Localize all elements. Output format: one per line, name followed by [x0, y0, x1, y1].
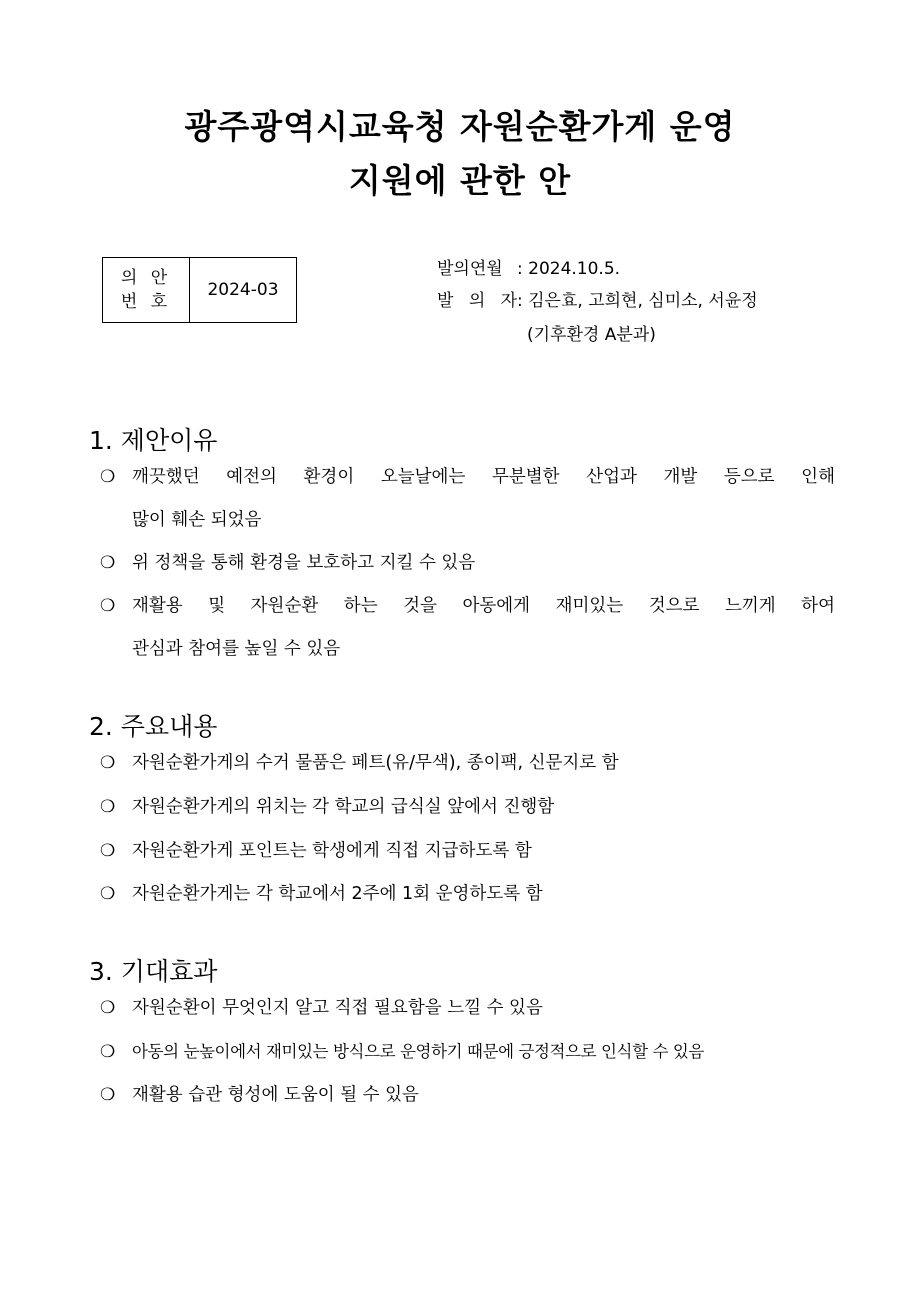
bullet-icon: ❍: [100, 884, 116, 904]
bill-number-label: 의 안 번 호: [103, 258, 190, 323]
bullet-icon: ❍: [100, 998, 116, 1018]
bill-number-table: [102, 257, 297, 323]
bullet-icon: ❍: [100, 467, 116, 487]
bullet-icon: ❍: [100, 797, 116, 817]
proposers: [437, 289, 758, 313]
bullet-icon: ❍: [100, 1042, 115, 1062]
list-item-continuation: 관심과 참여를 높일 수 있음: [132, 639, 341, 659]
list-item-continuation: 많이 훼손 되었음: [132, 510, 262, 530]
bullet-icon: ❍: [100, 841, 116, 861]
bill-number-value: 2024-03: [190, 258, 297, 323]
list-item: ❍ 위 정책을 통해 환경을 보호하고 지킬 수 있음: [100, 550, 835, 576]
list-item: ❍ 깨끗했던 예전의 환경이 오늘날에는 무분별한 산업과 개발 등으로 인해: [100, 464, 835, 490]
proposers-value: : 김은효, 고희현, 심미소, 서윤정: [517, 291, 758, 311]
bullet-icon: ❍: [100, 553, 116, 573]
bullet-icon: ❍: [100, 753, 116, 773]
list-item: ❍ 자원순환가게 포인트는 학생에게 직접 지급하도록 함: [100, 838, 835, 864]
proposal-date-value: : 2024.10.5.: [517, 259, 621, 279]
proposal-date-label: 발의연월: [437, 259, 503, 279]
document-title: 광주광역시교육청 자원순환가게 운영: [184, 107, 736, 146]
bullet-icon: ❍: [100, 596, 116, 616]
proposer-group: (기후환경 A분과): [527, 325, 656, 345]
document-title-line-2: 지원에 관한 안: [348, 161, 572, 200]
section-heading-main-content: 2. 주요내용: [89, 712, 218, 741]
list-item: ❍ 재활용 및 자원순환 하는 것을 아동에게 재미있는 것으로 느끼게 하여: [100, 593, 835, 619]
list-item: ❍ 아동의 눈높이에서 재미있는 방식으로 운영하기 때문에 긍정적으로 인식할 수 있음: [100, 1039, 835, 1065]
list-item: ❍ 자원순환이 무엇인지 알고 직접 필요함을 느낄 수 있음: [100, 995, 835, 1021]
proposal-date: [437, 257, 620, 281]
list-item: ❍ 자원순환가게는 각 학교에서 2주에 1회 운영하도록 함: [100, 881, 835, 907]
section-heading-reason: 1. 제안이유: [89, 426, 218, 455]
list-item: ❍ 자원순환가게의 수거 물품은 페트(유/무색), 종이팩, 신문지로 함: [100, 750, 835, 776]
bullet-icon: ❍: [100, 1085, 116, 1105]
section-heading-expected-effects: 3. 기대효과: [89, 957, 218, 986]
list-item: ❍ 자원순환가게의 위치는 각 학교의 급식실 앞에서 진행함: [100, 794, 835, 820]
proposers-label: 발 의 자: [437, 291, 523, 311]
list-item: ❍ 재활용 습관 형성에 도움이 될 수 있음: [100, 1082, 835, 1108]
